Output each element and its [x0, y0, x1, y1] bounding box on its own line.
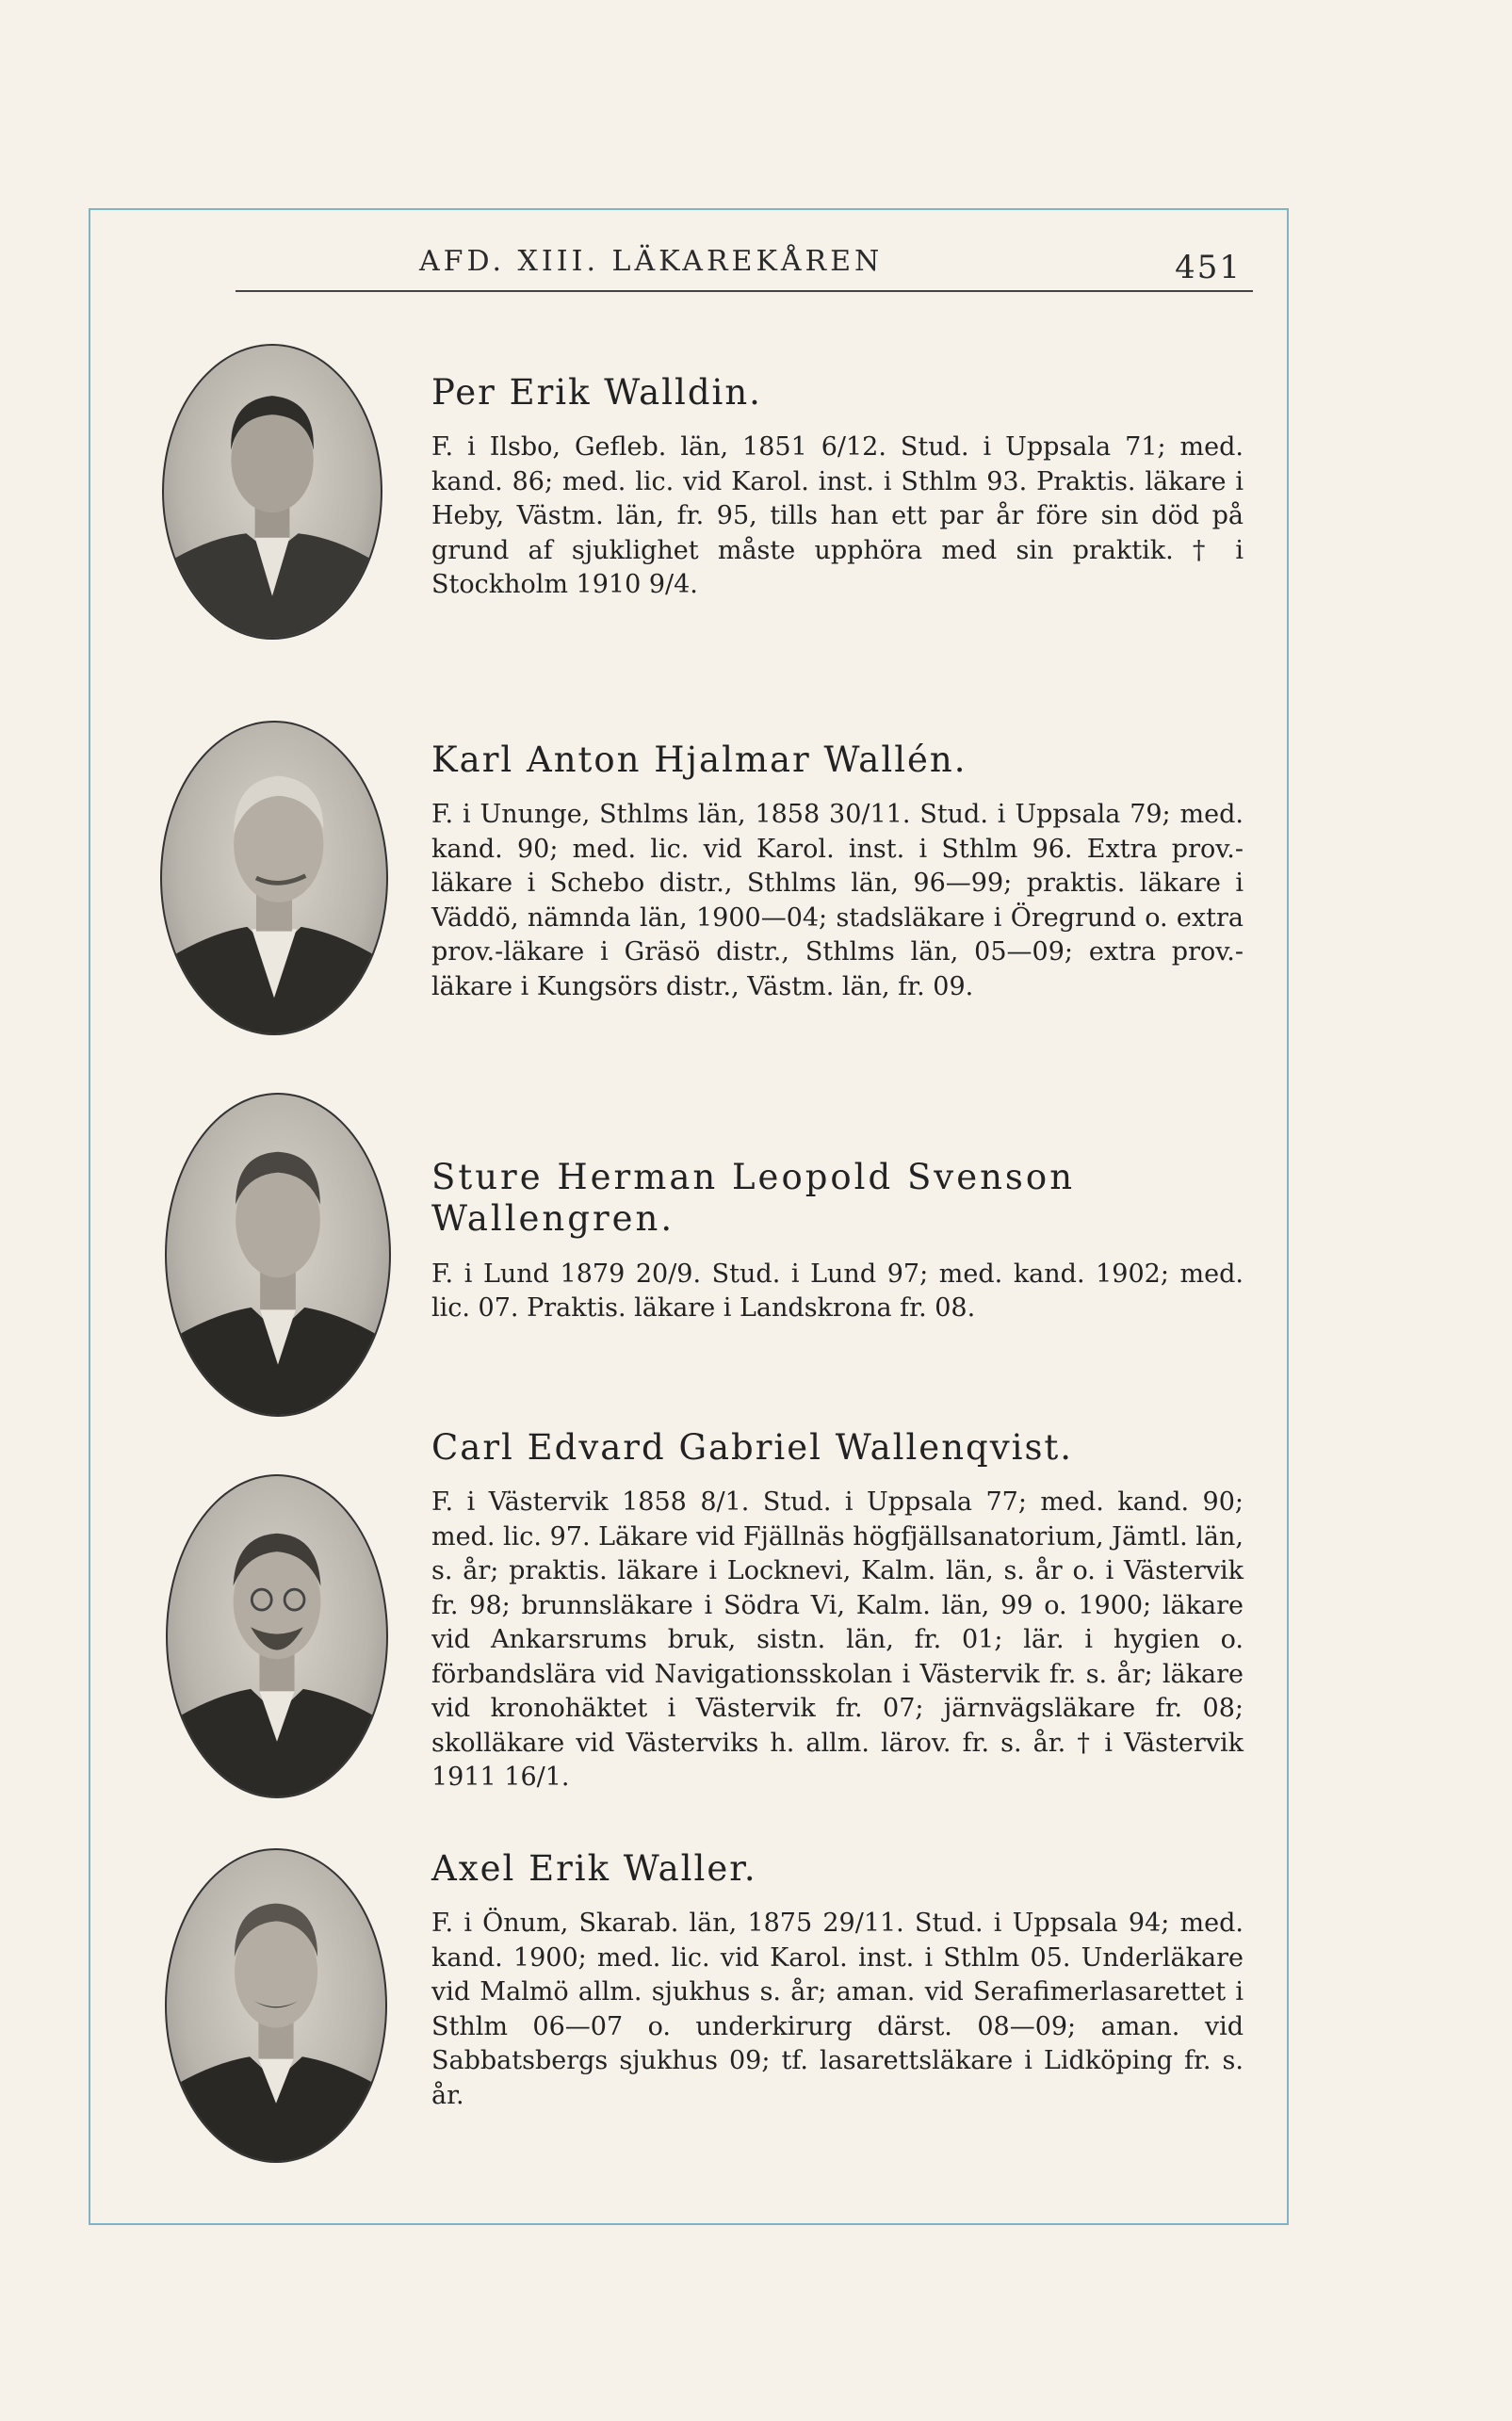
page-number: 451	[1175, 249, 1242, 286]
entry-name: Axel Erik Waller.	[431, 1848, 757, 1889]
entry-biography: F. i Ilsbo, Gefleb. län, 1851 6/12. Stud. i Uppsala 71; med. kand. 86; med. lic. vid Karol. inst. i Sthlm 93. Praktis. läkare i Heby, Västm. län, fr. 95, tills han ett par år före sin död på grund af sjuklighet måste upphöra med sin praktik. † i Stockholm 1910 9/4.	[431, 432, 1244, 600]
entry-biography: F. i Önum, Skarab. län, 1875 29/11. Stud. i Uppsala 94; med. kand. 1900; med. lic. vid Karol. inst. i Sthlm 05. Underläkare vid Malmö allm. sjukhus s. år; aman. vid Serafimerlasarettet i Sthlm 06—07 o. underkirurg därst. 08—09; aman. vid Sabbatsbergs sjukhus 09; tf. lasarettsläkare i Lidköping fr. s. år.	[431, 1909, 1244, 2110]
portrait-photo	[160, 721, 388, 1035]
page-header	[236, 243, 1253, 292]
portrait-photo	[162, 344, 382, 640]
portrait-photo	[166, 1474, 388, 1798]
entry-name: Carl Edvard Gabriel Wallenqvist.	[431, 1427, 1074, 1468]
entry-biography: F. i Lund 1879 20/9. Stud. i Lund 97; med. kand. 1902; med. lic. 07. Praktis. läkare i Landskrona fr. 08.	[431, 1259, 1244, 1324]
entry-name: Per Erik Walldin.	[431, 372, 762, 413]
entry-biography: F. i Ununge, Sthlms län, 1858 30/11. Stud. i Uppsala 79; med. kand. 90; med. lic. vid Karol. inst. i Sthlm 96. Extra prov.-läkare i Schebo distr., Sthlms län, 96—99; praktis. läkare i Väddö, nämnda län, 1900—04; stadsläkare i Öregrund o. extra prov.-läkare i Gräsö distr., Sthlms län, 05—09; extra prov.-läkare i Kungsörs distr., Västm. län, fr. 09.	[431, 800, 1244, 1001]
running-head: AFD. XIII. LÄKAREKÅREN	[419, 245, 884, 278]
portrait-photo	[165, 1848, 387, 2163]
entry-name: Sture Herman Leopold Svenson Wallengren.	[431, 1157, 1076, 1240]
entry-biography: F. i Västervik 1858 8/1. Stud. i Uppsala 77; med. kand. 90; med. lic. 97. Läkare vid Fjällnäs högfjällsanatorium, Jämtl. län, s. år; praktis. läkare i Locknevi, Kalm. län, s. år o. i Västervik fr. 98; brunnsläkare i Södra Vi, Kalm. län, 99 o. 1900; läkare vid Ankarsrums bruk, sistn. län, fr. 01; lär. i hygien o. förbandslära vid Navigationsskolan i Västervik fr. s. år; läkare vid kronohäktet i Västervik fr. 07; järnvägsläkare fr. 08; skolläkare vid Västerviks h. allm. lärov. fr. s. år. † i Västervik 1911 16/1.	[431, 1487, 1244, 1793]
entry-name: Karl Anton Hjalmar Wallén.	[431, 739, 967, 780]
portrait-photo	[165, 1093, 391, 1417]
